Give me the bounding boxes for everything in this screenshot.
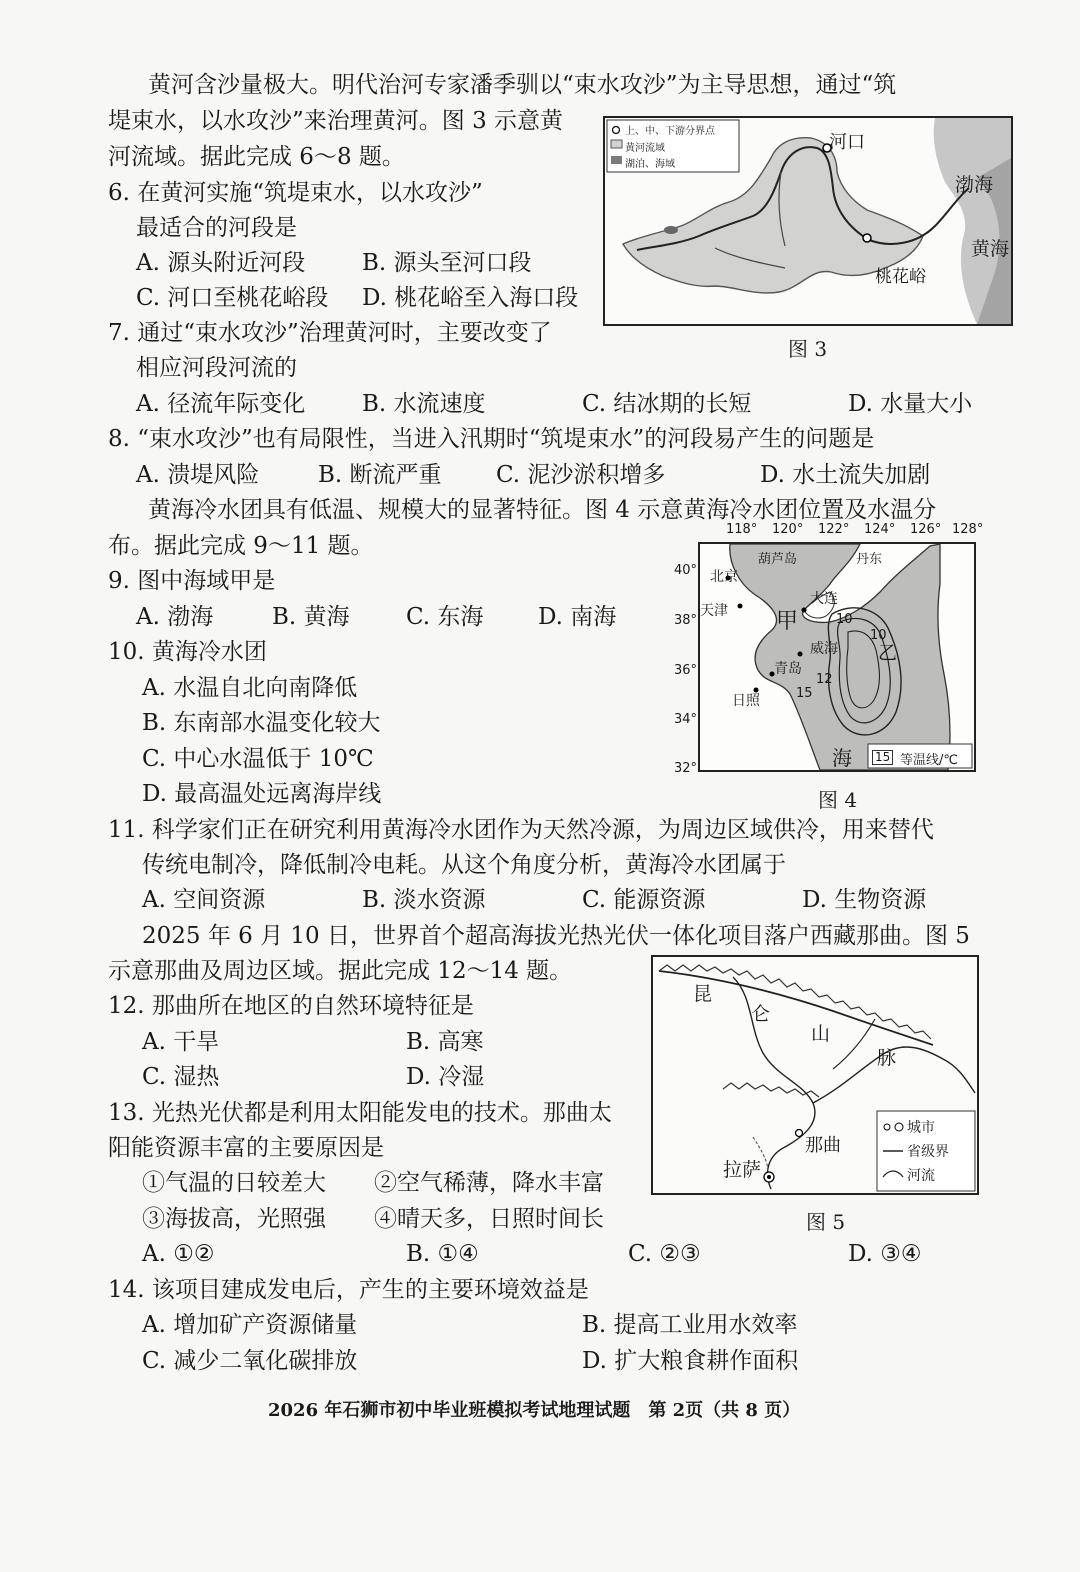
mountain-char: 脉 [877, 1047, 897, 1069]
city-tianjin: 天津 [700, 603, 728, 619]
sea-label-hai: 海 [832, 746, 852, 770]
q14-option-a[interactable]: A. 增加矿产资源储量 [142, 1312, 358, 1338]
q7-stem-2: 相应河段河流的 [136, 355, 297, 381]
tanggula-mountain-teeth [723, 1083, 819, 1097]
naqu-city-icon [796, 1130, 803, 1137]
weihai-point-icon [798, 652, 803, 657]
fig4-lon-label: 120° [772, 522, 804, 537]
q12-option-b[interactable]: B. 高寒 [406, 1029, 484, 1055]
q6-option-d[interactable]: D. 桃花峪至入海口段 [362, 285, 579, 311]
q8-stem: 8. “束水攻沙”也有局限性，当进入汛期时“筑堤束水”的河段易产生的问题是 [108, 426, 875, 452]
place-taohuayu: 桃花峪 [875, 267, 926, 287]
city-qingdao: 青岛 [774, 661, 802, 677]
legend-city-icon [884, 1124, 890, 1130]
mountain-char: 仑 [751, 1003, 771, 1025]
q9-option-c[interactable]: C. 东海 [406, 604, 484, 630]
lasa-city-dot [767, 1175, 771, 1179]
q14-option-d[interactable]: D. 扩大粮食耕作面积 [582, 1348, 799, 1374]
q10-option-d[interactable]: D. 最高温处远离海岸线 [142, 781, 382, 807]
legend-isotherm-number: 15 [872, 750, 893, 765]
intro-1-line-1: 黄河含沙量极大。明代治河专家潘季驯以“束水攻沙”为主导思想，通过“筑 [148, 72, 897, 98]
q6-option-c[interactable]: C. 河口至桃花峪段 [136, 285, 329, 311]
q14-stem: 14. 该项目建成发电后，产生的主要环境效益是 [108, 1277, 589, 1303]
q12-option-c[interactable]: C. 湿热 [142, 1064, 220, 1090]
q12-option-d[interactable]: D. 冷湿 [406, 1064, 485, 1090]
q13-statement-3: ③海拔高，光照强 [142, 1206, 326, 1232]
q13-option-c[interactable]: C. ②③ [628, 1241, 701, 1267]
mountain-char: 山 [811, 1023, 831, 1045]
figure-4-map [698, 542, 976, 772]
city-rizhao: 日照 [732, 693, 760, 709]
q12-stem: 12. 那曲所在地区的自然环境特征是 [108, 993, 474, 1019]
q13-statement-1: ①气温的日较差大 [142, 1170, 326, 1196]
intro-3-line-1: 2025 年 6 月 10 日，世界首个超高海拔光热光伏一体化项目落户西藏那曲。图 5 [142, 923, 970, 949]
sea-label-jia: 甲 [776, 609, 799, 634]
q10-option-c[interactable]: C. 中心水温低于 10℃ [142, 746, 374, 772]
taohuayu-point-icon [863, 234, 871, 242]
q8-option-c[interactable]: C. 泥沙淤积增多 [496, 462, 666, 488]
q6-stem-2: 最适合的河段是 [136, 215, 297, 241]
tianjin-point-icon [738, 604, 743, 609]
legend-label-lake-sea: 湖泊、海域 [625, 159, 675, 170]
fig4-lon-label: 126° [910, 522, 942, 537]
q11-option-b[interactable]: B. 淡水资源 [362, 887, 486, 913]
isotherm-label: 10 [870, 628, 887, 643]
city-huludao: 葫芦岛 [758, 552, 798, 567]
fig4-lon-label: 124° [864, 522, 896, 537]
dalian-point-icon [802, 608, 807, 613]
q7-option-d[interactable]: D. 水量大小 [848, 391, 973, 417]
intro-2-line-1: 黄海冷水团具有低温、规模大的显著特征。图 4 示意黄海冷水团位置及水温分 [148, 497, 937, 523]
lake-shape [664, 226, 678, 234]
place-huanghai: 黄海 [971, 238, 1010, 260]
fig4-lat-label: 36° [674, 663, 698, 678]
legend-capital-icon [895, 1123, 903, 1131]
legend-lake-sea-icon [611, 156, 622, 164]
fig4-lat-label: 38° [674, 613, 698, 628]
legend-isotherm-label: 等温线/℃ [900, 753, 958, 768]
legend-boundary-point-icon [613, 127, 620, 134]
q9-stem: 9. 图中海域甲是 [108, 568, 276, 594]
place-bohai: 渤海 [955, 174, 994, 196]
page-footer: 2026 年石狮市初中毕业班模拟考试地理试题 第 2页（共 8 页） [268, 1400, 801, 1421]
q7-option-c[interactable]: C. 结冰期的长短 [582, 391, 752, 417]
intro-2-line-2: 布。据此完成 9～11 题。 [108, 533, 374, 559]
q11-stem-1: 11. 科学家们正在研究利用黄海冷水团作为天然冷源，为周边区域供冷，用来替代 [108, 817, 934, 843]
q12-option-a[interactable]: A. 干旱 [142, 1029, 220, 1055]
city-dalian: 大连 [810, 591, 838, 607]
q9-option-d[interactable]: D. 南海 [538, 604, 617, 630]
q13-option-a[interactable]: A. ①② [142, 1241, 215, 1267]
figure-5-caption: 图 5 [806, 1210, 846, 1234]
q6-option-a[interactable]: A. 源头附近河段 [136, 250, 306, 276]
city-label-naqu: 那曲 [805, 1135, 841, 1156]
city-label-lasa: 拉萨 [723, 1159, 762, 1181]
q10-stem: 10. 黄海冷水团 [108, 639, 267, 665]
fig4-lat-label: 32° [674, 761, 698, 776]
q10-option-a[interactable]: A. 水温自北向南降低 [142, 675, 358, 701]
intro-3-line-2: 示意那曲及周边区域。据此完成 12～14 题。 [108, 958, 573, 984]
q13-statement-4: ④晴天多，日照时间长 [374, 1206, 604, 1232]
q7-stem-1: 7. 通过“束水攻沙”治理黄河时，主要改变了 [108, 320, 552, 346]
q14-option-c[interactable]: C. 减少二氧化碳排放 [142, 1348, 358, 1374]
q8-option-d[interactable]: D. 水土流失加剧 [760, 462, 931, 488]
q13-statement-2: ②空气稀薄，降水丰富 [374, 1170, 604, 1196]
fig4-lon-label: 118° [726, 522, 758, 537]
q11-option-c[interactable]: C. 能源资源 [582, 887, 706, 913]
q6-option-b[interactable]: B. 源头至河口段 [362, 250, 532, 276]
figure-5-map [651, 955, 979, 1195]
fig4-lon-label: 128° [952, 522, 984, 537]
city-weihai: 威海 [810, 641, 838, 657]
fig4-lat-label: 40° [674, 563, 698, 578]
q9-option-b[interactable]: B. 黄海 [272, 604, 350, 630]
figure-3-caption: 图 3 [788, 337, 828, 361]
figure-4-caption: 图 4 [818, 788, 858, 812]
city-dandong: 丹东 [856, 552, 883, 567]
legend-label-boundary: 上、中、下游分界点 [625, 126, 715, 137]
legend-city-label: 城市 [907, 1120, 935, 1136]
q13-option-d[interactable]: D. ③④ [848, 1241, 922, 1267]
place-hekou: 河口 [829, 132, 865, 153]
isotherm-label: 12 [816, 672, 833, 687]
q8-option-b[interactable]: B. 断流严重 [318, 462, 442, 488]
q7-option-b[interactable]: B. 水流速度 [362, 391, 486, 417]
fig4-lon-label: 122° [818, 522, 850, 537]
legend-basin-icon [611, 140, 622, 148]
intro-1-line-2: 堤束水，以水攻沙”来治理黄河。图 3 示意黄 [108, 108, 564, 134]
sea-label-yi: 乙 [878, 642, 898, 664]
q11-option-a[interactable]: A. 空间资源 [142, 887, 266, 913]
q8-option-a[interactable]: A. 溃堤风险 [136, 462, 260, 488]
isotherm-label: 10 [836, 612, 853, 627]
legend-border-label: 省级界 [907, 1144, 949, 1160]
mountain-char: 昆 [693, 983, 713, 1005]
isotherm-label: 15 [796, 686, 813, 701]
q7-option-a[interactable]: A. 径流年际变化 [136, 391, 306, 417]
q11-stem-2: 传统电制冷，降低制冷电耗。从这个角度分析，黄海冷水团属于 [142, 852, 786, 878]
q10-option-b[interactable]: B. 东南部水温变化较大 [142, 710, 381, 736]
legend-label-basin: 黄河流域 [625, 143, 665, 154]
legend-river-label: 河流 [907, 1168, 935, 1184]
q11-option-d[interactable]: D. 生物资源 [802, 887, 927, 913]
yellow-river-basin-svg [605, 118, 1011, 324]
provincial-border-3 [833, 1019, 875, 1069]
intro-1-line-3: 河流域。据此完成 6～8 题。 [108, 144, 405, 170]
q13-stem-1: 13. 光热光伏都是利用太阳能发电的技术。那曲太 [108, 1100, 612, 1126]
fig4-lat-label: 34° [674, 712, 698, 727]
q13-stem-2: 阳能资源丰富的主要原因是 [108, 1135, 384, 1161]
q13-option-b[interactable]: B. ①④ [406, 1241, 479, 1267]
city-beijing: 北京 [710, 569, 738, 585]
figure-3-map [603, 116, 1013, 326]
q14-option-b[interactable]: B. 提高工业用水效率 [582, 1312, 798, 1338]
q9-option-a[interactable]: A. 渤海 [136, 604, 214, 630]
q6-stem-1: 6. 在黄河实施“筑堤束水，以水攻沙” [108, 180, 483, 206]
